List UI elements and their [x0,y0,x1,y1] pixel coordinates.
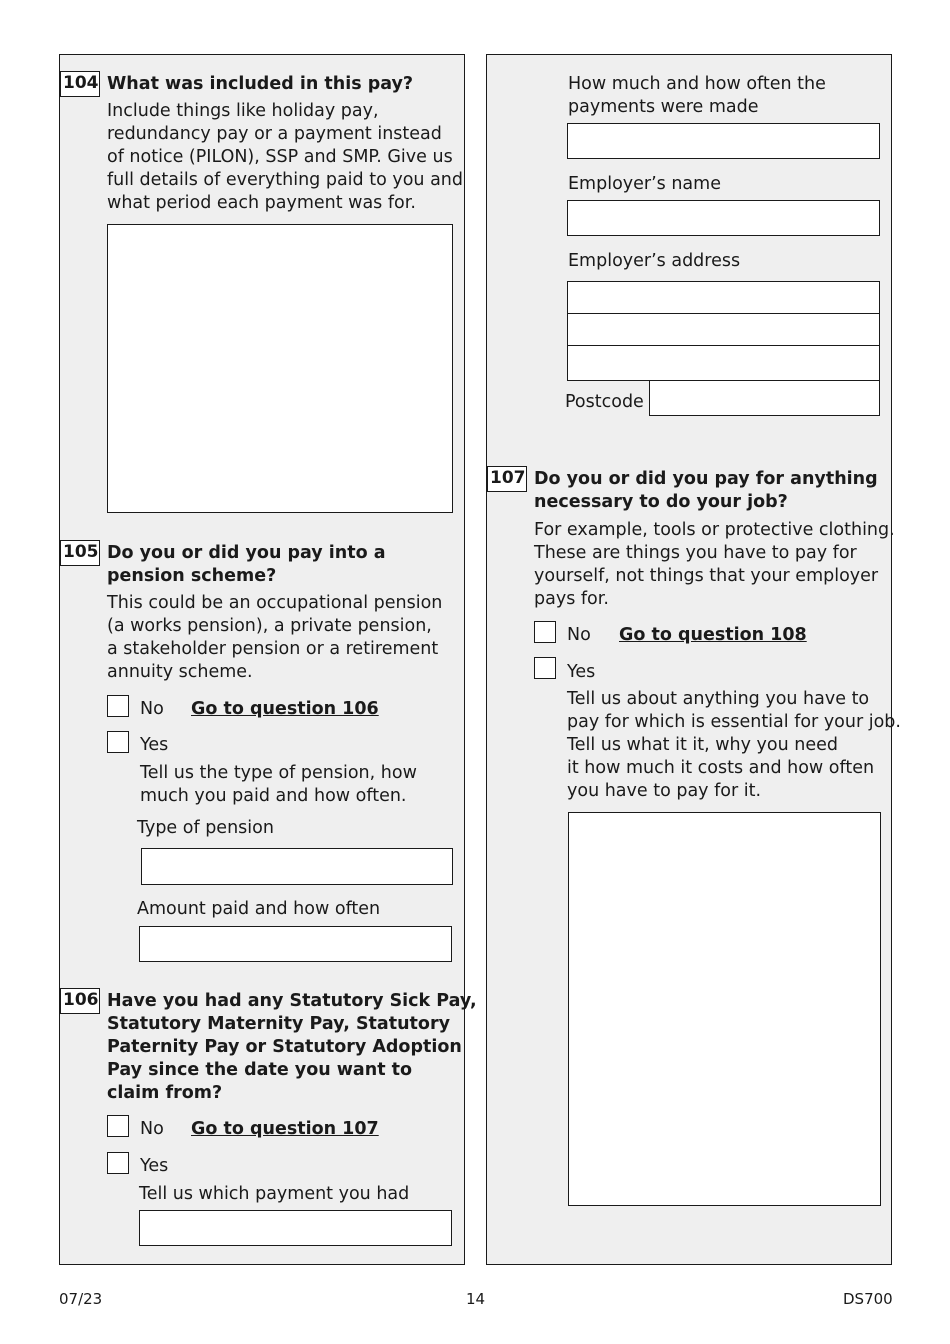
question-104-title: What was included in this pay? [107,74,414,94]
question-number-105: 105 [60,540,100,566]
title-line: Do you or did you pay for anything [534,469,878,489]
label-line: payments were made [568,97,759,117]
how-much-label [568,73,826,119]
help-line: full details of everything paid to you and [107,170,463,190]
payment-type-input[interactable] [139,1210,452,1246]
help-line: pays for. [534,589,609,609]
employer-address-line-3[interactable] [567,345,880,381]
help-line: For example, tools or protective clothing. [534,520,895,540]
employer-address-line-1[interactable] [567,281,880,315]
question-107-yes-help [567,688,901,803]
title-line: Statutory Maternity Pay, Statutory [107,1014,450,1034]
how-much-input[interactable] [567,123,880,159]
question-106-yes-help: Tell us which payment you had [139,1184,410,1204]
question-105-yes-checkbox[interactable] [107,731,129,753]
employer-name-label: Employer’s name [568,174,721,194]
help-line: Tell us the type of pension, how [140,763,417,783]
help-line: pay for which is essential for your job. [567,712,901,732]
help-line: These are things you have to pay for [534,543,857,563]
help-line: yourself, not things that your employer [534,566,879,586]
title-line: Have you had any Statutory Sick Pay, [107,991,477,1011]
title-line: claim from? [107,1083,223,1103]
question-106-title [107,990,477,1105]
question-106-yes-label: Yes [140,1156,169,1176]
amount-paid-input[interactable] [139,926,452,962]
type-of-pension-input[interactable] [141,848,453,885]
question-105-goto-106-link: Go to question 106 [191,699,379,719]
help-line: it how much it costs and how often [567,758,875,778]
employer-name-input[interactable] [567,200,880,236]
help-line: This could be an occupational pension [107,593,443,613]
help-line: redundancy pay or a payment instead [107,124,442,144]
question-number-104: 104 [60,71,100,97]
question-105-title [107,542,386,588]
help-line: a stakeholder pension or a retirement [107,639,439,659]
question-number-107: 107 [487,466,527,492]
question-105-help [107,592,442,684]
help-line: you have to pay for it. [567,781,762,801]
title-line: Paternity Pay or Statutory Adoption [107,1037,462,1057]
help-line: Include things like holiday pay, [107,101,379,121]
title-line: Pay since the date you want to [107,1060,413,1080]
help-line: much you paid and how often. [140,786,407,806]
postcode-label: Postcode [565,392,644,412]
help-line: of notice (PILON), SSP and SMP. Give us [107,147,453,167]
question-number-106: 106 [60,988,100,1014]
label-line: How much and how often the [568,74,826,94]
question-104-help [107,100,463,215]
title-line: pension scheme? [107,566,277,586]
question-107-help [534,519,895,611]
help-line: Tell us about anything you have to [567,689,870,709]
title-line: necessary to do your job? [534,492,788,512]
question-105-yes-help [140,762,417,808]
question-105-yes-label: Yes [140,735,169,755]
help-line: what period each payment was for. [107,193,416,213]
question-105-no-checkbox[interactable] [107,695,129,717]
question-107-yes-label: Yes [567,662,596,682]
amount-paid-label: Amount paid and how often [137,899,381,919]
question-104-details-textarea[interactable] [107,224,453,513]
postcode-input[interactable] [649,380,880,416]
help-line: Tell us what it it, why you need [567,735,839,755]
title-line: Do you or did you pay into a [107,543,386,563]
type-of-pension-label: Type of pension [137,818,274,838]
question-106-no-checkbox[interactable] [107,1115,129,1137]
question-107-goto-108-link: Go to question 108 [619,625,807,645]
question-107-title [534,468,878,514]
footer-date: 07/23 [59,1290,103,1308]
question-106-no-label: No [140,1119,164,1139]
question-105-no-label: No [140,699,164,719]
question-107-details-textarea[interactable] [568,812,881,1206]
question-107-no-checkbox[interactable] [534,621,556,643]
question-106-goto-107-link: Go to question 107 [191,1119,379,1139]
question-107-yes-checkbox[interactable] [534,657,556,679]
employer-address-line-2[interactable] [567,313,880,347]
employer-address-label: Employer’s address [568,251,741,271]
help-line: (a works pension), a private pension, [107,616,432,636]
footer-page-number: 14 [466,1290,486,1308]
footer-form-code: DS700 [843,1290,893,1308]
help-line: annuity scheme. [107,662,253,682]
question-106-yes-checkbox[interactable] [107,1152,129,1174]
question-107-no-label: No [567,625,591,645]
